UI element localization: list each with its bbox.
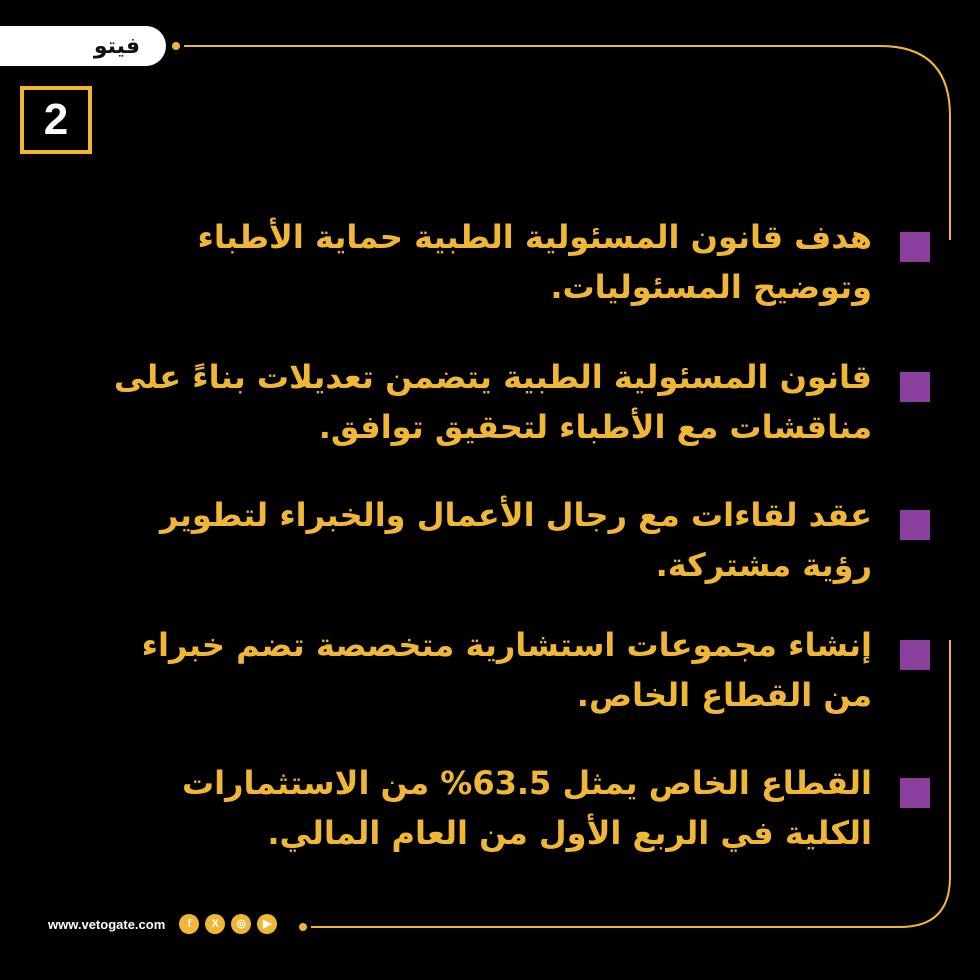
page-number-badge [20,86,92,154]
bullet-item [100,620,930,720]
bullet-text: إنشاء مجموعات استشارية متخصصة تضم خبراء من القطاع الخاص. [141,626,872,714]
bullet-text: القطاع الخاص يمثل 63.5% من الاستثمارات الكلية في الربع الأول من العام المالي. [182,764,872,852]
bullet-item [100,490,930,590]
brand-logo-text: فيتو [93,33,140,59]
youtube-icon[interactable]: ▶ [257,914,277,934]
bullet-text: هدف قانون المسئولية الطبية حماية الأطباء وتوضيح المسئوليات. [197,218,872,306]
bullet-text: قانون المسئولية الطبية يتضمن تعديلات بناءً على مناقشات مع الأطباء لتحقيق توافق. [113,358,872,446]
square-bullet-icon [900,510,930,540]
instagram-icon[interactable]: ◎ [231,914,251,934]
bullet-item [100,352,930,452]
x-icon[interactable]: X [205,914,225,934]
square-bullet-icon [900,372,930,402]
footer [48,914,277,934]
square-bullet-icon [900,640,930,670]
top-frame-line [184,46,950,240]
bullet-item [100,212,930,312]
website-link[interactable]: www.vetogate.com [48,916,166,932]
bottom-line-dot [299,923,307,931]
bullet-text: عقد لقاءات مع رجال الأعمال والخبراء لتطوير رؤية مشتركة. [159,496,872,584]
square-bullet-icon [900,778,930,808]
top-line-dot [172,42,180,50]
square-bullet-icon [900,232,930,262]
brand-logo [0,26,166,66]
facebook-icon[interactable]: f [179,914,199,934]
bullet-item [100,758,930,858]
page-number: 2 [43,95,69,144]
